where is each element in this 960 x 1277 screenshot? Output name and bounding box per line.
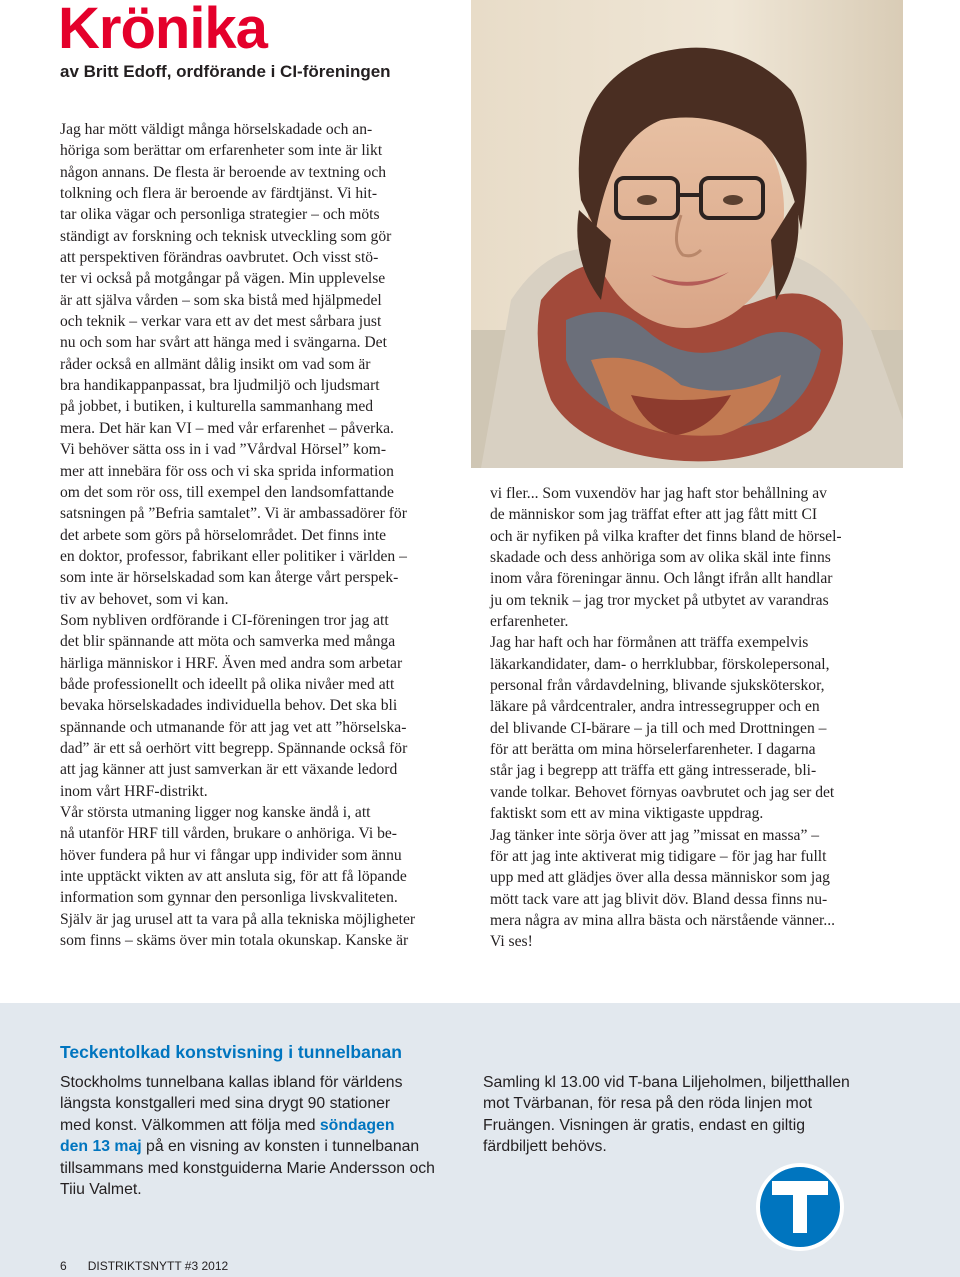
article-line: dad” är ett så oerhört vitt begrepp. Spännande också för (60, 739, 408, 757)
article-line: det blir spännande att möta och samverka med många (60, 633, 396, 651)
article-line: ständigt av forskning och teknisk utveckling som gör (60, 227, 392, 245)
article-line: ter vi också på motgångar på vägen. Min upplevelse (60, 270, 386, 288)
article-line: inte upptäckt vikten av att ansluta sig, för att få löpande (60, 868, 407, 886)
article-line: att perspektiven förändras oavbrutet. Och visst stö- (60, 249, 379, 267)
info-box-title: Teckentolkad konstvisning i tunnelbanan (60, 1042, 402, 1062)
page-footer (60, 1259, 228, 1273)
article-line: Vi behöver sätta oss in i vad ”Vårdval Hörsel” kom- (60, 441, 387, 459)
article-line: som inte är hörselskadad som kan återge vårt perspek- (60, 569, 399, 587)
article-line: höriga som berättar om erfarenheter som inte är likt (60, 142, 383, 160)
article-line: är att själva vården – som ska bistå med hjälpmedel (60, 291, 382, 309)
article-line: härliga människor i HRF. Även med andra som arbetar (60, 654, 403, 672)
article-line: upp med att glädjes över alla dessa människor som jag (490, 869, 830, 887)
article-line: bra handikappanpassat, bra ljudmiljö och ljudsmart (60, 377, 380, 395)
article-line: Jag tänker inte sörja över att jag ”missat en massa” – (490, 826, 820, 844)
article-line: vi fler... Som vuxendöv har jag haft stor behållning av (490, 485, 827, 502)
info-line (60, 1115, 435, 1136)
article-column-1 (60, 119, 472, 951)
info-line (60, 1136, 435, 1157)
article-line: Vår största utmaning ligger nog kanske ändå i, att (60, 804, 371, 821)
article-line: råder också en allmänt dålig insikt om vad som är (60, 355, 371, 373)
article-line: mera några av mina allra bästa och närstående vänner... (490, 911, 836, 929)
article-line: på jobbet, i butiken, i kulturella sammanhang med (60, 398, 374, 416)
article-line: läkare på vårdcentraler, andra intressegrupper och en (490, 698, 820, 716)
article-line: som finns – skäms över min totala okunskap. Kanske är (60, 932, 409, 950)
article-line: och teknik – verkar vara ett av det mest sårbara just (60, 313, 382, 331)
article-line: satsningen på ”Befria samtalet”. Vi är ambassadörer för (60, 505, 407, 523)
article-line: Vi ses! (490, 933, 533, 951)
info-line: mot Tvärbanan, för resa på den röda linjen mot (483, 1095, 812, 1113)
article-line: mött tack vare att jag blivit döv. Bland dessa finns nu- (490, 890, 828, 908)
article-line: faktiskt som ett av mina viktigaste uppdrag. (490, 805, 764, 823)
article-line: spännande och utmanande för att jag vet att ”hörselska- (60, 718, 407, 736)
info-line: Samling kl 13.00 vid T-bana Liljeholmen, biljetthallen (483, 1074, 850, 1091)
article-line: Jag har haft och har förmånen att träffa exempelvis (490, 634, 809, 652)
info-line: Tiiu Valmet. (60, 1181, 142, 1199)
byline: av Britt Edoff, ordförande i CI-föreningen (60, 62, 391, 81)
article-line: inom vårt HRF-distrikt. (60, 782, 208, 800)
article-line: om det som rör oss, till exempel den landsomfattande (60, 483, 394, 501)
info-line: längsta konstgalleri med sina drygt 90 stationer (60, 1095, 391, 1113)
article-line: personal från vårdavdelning, blivande sjuksköterskor, (490, 677, 825, 695)
article-line: både professionellt och ideellt på olika nivåer med att (60, 675, 395, 693)
article-line: för att berätta om mina hörselerfarenheter. I dagarna (490, 741, 816, 759)
info-line: Stockholms tunnelbana kallas ibland för världens (60, 1074, 403, 1091)
article-line: Som nybliven ordförande i CI-föreningen tror jag att (60, 611, 389, 629)
article-line: Själv är jag urusel att ta vara på alla tekniska möjligheter (60, 910, 416, 928)
article-line: erfarenheter. (490, 613, 569, 631)
info-line: Fruängen. Visningen är gratis, endast en giltig (483, 1116, 805, 1134)
article-line: för att jag inte aktiverat mig tidigare – för jag har fullt (490, 847, 827, 865)
article-line: skadade och dess anhöriga som av olika skäl inte finns (490, 549, 831, 567)
article-line: står jag i begrepp att träffa ett gäng intresserade, bli- (490, 762, 817, 780)
info-text: på en visning av konsten i tunnelbanan (141, 1138, 420, 1156)
info-line: färdbiljett behövs. (483, 1138, 607, 1156)
article-line: tolkning och flera är beroende av färdtjänst. Vi hit- (60, 185, 378, 203)
article-line: nu och som har svårt att hänga med i svängarna. Det (60, 334, 387, 352)
article-line: bevaka hörselskadades individuella behov. Det ska bli (60, 697, 398, 715)
article-line: att jag känner att just samverkan är ett växande ledord (60, 761, 398, 779)
date-highlight: den 13 maj (60, 1138, 142, 1156)
article-line: tiv av behovet, som vi kan. (60, 590, 229, 608)
page-number: 6 (60, 1259, 67, 1273)
article-line: ju om teknik – jag tror mycket på utbytet av varandras (490, 591, 829, 609)
article-line: inom våra föreningar ännu. Och långt ifrån allt handlar (490, 570, 833, 588)
info-box-left-text (60, 1072, 435, 1200)
date-highlight: söndagen (319, 1116, 395, 1134)
author-portrait (471, 0, 903, 468)
article-line: nå utanför HRF till vården, brukare o anhöriga. Vi be- (60, 825, 397, 843)
article-line: det arbete som görs på hörselområdet. Det finns inte (60, 526, 387, 544)
article-line: läkarkandidater, dam- o herrklubbar, förskolepersonal, (490, 655, 830, 673)
info-box-right-text (483, 1072, 850, 1158)
info-line: tillsammans med konstguiderna Marie Andersson och (60, 1159, 435, 1177)
publication-name: DISTRIKTSNYTT #3 2012 (87, 1259, 229, 1273)
article-line: och är nyfiken på vilka krafter det finns bland de hörsel- (490, 527, 842, 545)
page-title: Krönika (58, 0, 267, 61)
article-column-2 (490, 483, 902, 953)
t-bana-logo-icon (755, 1162, 845, 1252)
article-line: vande tolkar. Behovet förnyas oavbrutet och jag ser det (490, 783, 835, 801)
article-line: en doktor, professor, fabrikant eller politiker i världen – (60, 547, 407, 565)
article-line: del blivande CI-bärare – ja till och med Drottningen – (490, 719, 827, 737)
article-line: Jag har mött väldigt många hörselskadade och an- (60, 121, 373, 138)
article-line: information som gynnar den personliga livskvaliteten. (60, 889, 398, 907)
article-line: mera. Det här kan VI – med vår erfarenhet – påverka. (60, 419, 394, 437)
info-text: med konst. Välkommen att följa med (60, 1116, 320, 1134)
article-line: någon annans. De flesta är beroende av textning och (60, 163, 387, 181)
article-line: höver fundera på hur vi fångar upp individer som ännu (60, 846, 402, 864)
article-line: mer att innebära för oss och vi ska sprida information (60, 462, 394, 480)
article-line: tar olika vägar och personliga strategier – och möts (60, 206, 380, 224)
article-line: de människor som jag träffat efter att jag fått mitt CI (490, 506, 818, 524)
